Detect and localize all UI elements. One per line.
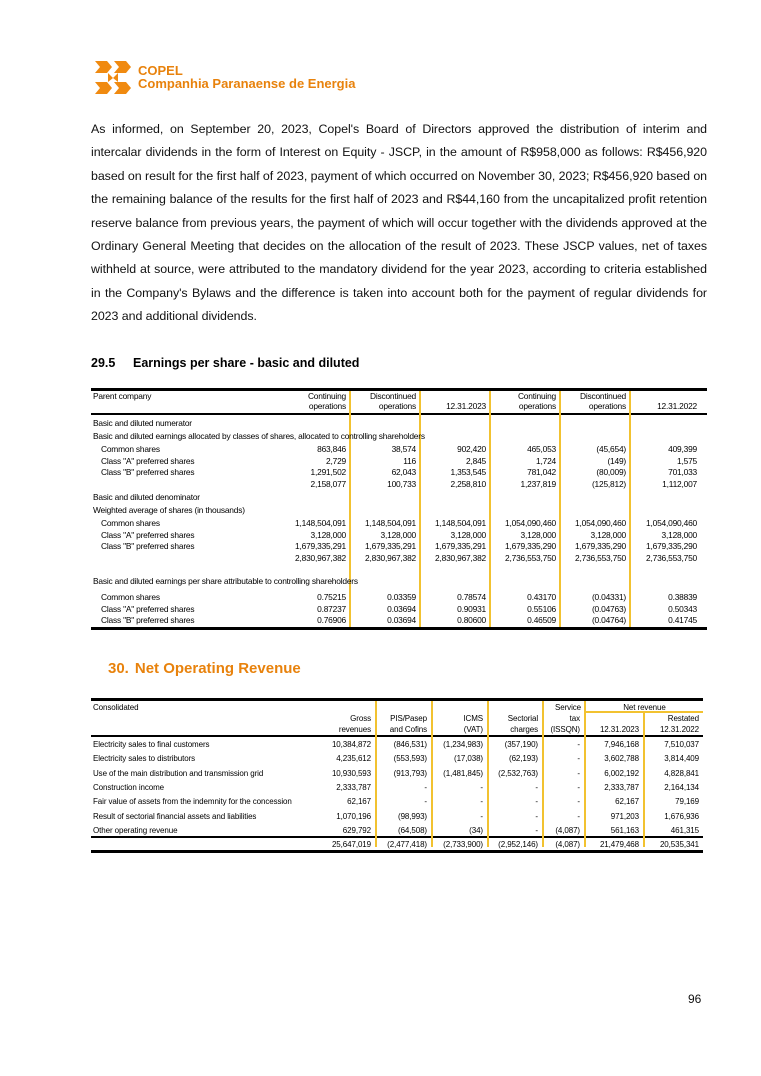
table-cell: 3,128,000 [590,529,626,540]
column-header-line2: 12.31.2023 [446,401,486,411]
table-cell: - [535,811,538,821]
total-cell: (2,477,418) [387,840,427,849]
table-cell: (0.04331) [591,592,626,602]
table-cell: (98,993) [398,811,427,821]
column-header-line2: and Cofins [389,725,427,734]
table-header-rule [91,735,703,737]
table-cell: 7,510,037 [664,740,699,749]
table-cell: - [577,782,580,792]
table-cell: - [424,782,427,792]
page-number: 96 [688,992,702,1006]
table-cell: 0.41745 [668,615,697,625]
group-title: Basic and diluted earnings per share attributable to controlling shareholders [93,576,358,586]
table-cell: (17,038) [454,754,483,764]
table-cell: (846,531) [393,740,427,749]
table-cell: (125,812) [591,479,626,490]
table-cell: 2,830,967,382 [435,553,486,564]
row-label: Common shares [101,444,160,454]
section-number: 30. [108,660,129,677]
row-label: Fair value of assets from the indemnity for the concession [93,797,292,807]
table-cell: 1,679,335,291 [365,541,416,552]
table-cell: 2,258,810 [450,479,486,490]
table-cell: 1,353,545 [450,467,486,478]
table-cell: (45,654) [596,444,626,454]
section-29-5-heading [91,356,359,370]
brand-block [138,64,355,90]
table-cell: 1,679,335,290 [505,541,556,552]
group-title: Basic and diluted numerator [93,418,192,428]
row-label: Common shares [101,592,160,602]
table-cell: 10,930,593 [331,768,371,778]
table-cell: (553,593) [393,754,427,764]
table-cell: 0.43170 [527,592,556,602]
table-cell: 38,574 [391,444,416,454]
table-cell: (62,193) [509,754,538,764]
table-cell: 62,167 [347,797,371,807]
table-cell: 3,128,000 [520,529,556,540]
table-cell: 0.03694 [387,603,416,614]
table-cell: 2,158,077 [310,479,346,490]
brand-full-name: Companhia Paranaense de Energia [138,76,356,91]
table-cell: - [480,797,483,807]
table-cell: 7,946,168 [604,740,639,749]
table-cell: 1,148,504,091 [365,518,416,528]
row-label: Use of the main distribution and transmission grid [93,768,264,778]
table-cell: 10,384,872 [331,740,371,749]
table-cell: (2,532,763) [498,768,538,778]
table-cell: 62,167 [615,797,639,807]
table-cell: 1,676,936 [664,811,699,821]
column-header-line1: PIS/Pasep [390,714,427,723]
table-cell: 781,042 [527,467,556,478]
table-cell: 116 [403,455,416,466]
column-header-line2: (VAT) [463,725,483,734]
column-header-line2: (ISSQN) [550,725,580,734]
table-header-rule [91,413,707,415]
table-cell: 0.03694 [387,615,416,625]
total-cell: (4,087) [555,840,580,849]
table-cell: 4,235,612 [336,754,371,764]
table-cell: (1,234,983) [443,740,483,749]
table-cell: 3,128,000 [450,529,486,540]
table-cell: 3,602,788 [604,754,639,764]
column-header-line1: Discontinued [369,391,416,401]
table-total-rule [91,836,703,838]
table-entity-label: Consolidated [93,703,139,712]
table-cell: 629,792 [342,825,371,835]
table-cell: 2,729 [326,455,346,466]
table-cell: 3,128,000 [661,529,697,540]
table-cell: (64,508) [398,825,427,835]
table-cell: 1,054,090,460 [575,518,626,528]
column-header-line2: charges [510,725,538,734]
table-cell: 1,148,504,091 [295,518,346,528]
table-cell: 79,169 [675,797,699,807]
table-cell: 0.80600 [457,615,486,625]
table-cell: 1,575 [677,455,697,466]
column-header-line2: operations [518,401,556,411]
row-label: Class "A" preferred shares [101,529,195,540]
table-cell: 2,736,553,750 [646,553,697,564]
column-header-line1: Continuing [307,391,346,401]
table-cell: - [577,740,580,749]
copel-logo-icon [93,59,133,99]
table-cell: 863,846 [317,444,346,454]
table-cell: 0.90931 [457,603,486,614]
table-cell: - [535,825,538,835]
column-header-line1: Restated [667,714,699,723]
table-cell: (149) [607,455,626,466]
column-header-line2: 12.31.2022 [659,725,699,734]
row-label: Class "A" preferred shares [101,455,195,466]
table-cell: - [480,811,483,821]
table-cell: 1,112,007 [662,479,697,490]
total-cell: 20,535,341 [659,840,699,849]
row-label: Class "B" preferred shares [101,467,195,478]
row-label: Class "B" preferred shares [101,541,195,552]
table-cell: 561,163 [610,825,639,835]
table-cell: 701,033 [668,467,697,478]
table-cell: 62,043 [391,467,416,478]
table-cell: 1,679,335,291 [295,541,346,552]
table-cell: - [480,782,483,792]
table-cell: - [577,811,580,821]
table-cell: (0.04764) [591,615,626,625]
table-cell: - [577,797,580,807]
table-cell: - [577,754,580,764]
table-cell: - [535,782,538,792]
table-cell: 2,164,134 [664,782,699,792]
table-cell: (357,190) [504,740,538,749]
group-title: Basic and diluted denominator [93,492,200,502]
row-label: Electricity sales to distributors [93,754,196,764]
table-cell: 4,828,841 [664,768,699,778]
table-cell: 100,733 [387,479,416,490]
table-cell: (4,087) [555,825,580,835]
table-cell: 0.55106 [527,603,556,614]
table-cell: 1,679,335,290 [575,541,626,552]
column-header-line1: ICMS [463,714,483,723]
table-cell: 1,724 [536,455,556,466]
table-bottom-rule [91,850,703,853]
column-header-line2: operations [588,401,626,411]
total-cell: 25,647,019 [331,840,371,849]
column-header-line1: tax [569,714,580,723]
table-bottom-rule [91,627,707,630]
group-subtitle: Basic and diluted earnings allocated by classes of shares, allocated to controlling shareholders [93,431,425,441]
table-cell: 0.76906 [317,615,346,625]
intro-paragraph: As informed, on September 20, 2023, Copel's Board of Directors approved the distribution of interim and intercalar dividends in the form of Interest on Equity - JSCP, in the amount of R$958,000 as follows: R$456,920 based on result for the first half of 2023, payment of which occurred on November 30, 2023; R$456,920 based on the remaining balance of the results for the first half of 2023 and R$44,160 from the uncapitalized profit retention reserve balance from previous years, the payment of which will occur together with the dividends approved at the Ordinary General Meeting that decides on the allocation of the result of 2023. These JSCP values, net of taxes withheld at source, were attributed to the mandatory dividend for the year 2023, according to criteria established in the Company's Bylaws and the difference is taken into account both for the payment of regular dividends for 2023 and additional dividends. [91,122,707,324]
table-cell: 465,053 [527,444,556,454]
table-cell: 6,002,192 [604,768,639,778]
group-header-service: Service [555,703,581,712]
table-cell: 0.78574 [457,592,486,602]
column-header-line2: operations [378,401,416,411]
table-cell: 409,399 [668,444,697,454]
table-cell: 3,128,000 [380,529,416,540]
table-cell: - [535,797,538,807]
table-cell: 0.38839 [668,592,697,602]
row-label: Other operating revenue [93,825,178,835]
table-cell: 0.46509 [527,615,556,625]
section-title: Net Operating Revenue [134,660,301,677]
table-cell: 1,054,090,460 [646,518,697,528]
table-cell: 461,315 [670,825,699,835]
table-cell: (0.04763) [591,603,626,614]
table-cell: - [577,768,580,778]
table-cell: 3,128,000 [310,529,346,540]
row-label: Class "B" preferred shares [101,615,195,625]
table-cell: 0.50343 [668,603,697,614]
row-label: Construction income [93,782,165,792]
total-cell: 21,479,468 [599,840,639,849]
table-cell: 2,736,553,750 [505,553,556,564]
column-header-line1: Gross [350,714,371,723]
table-cell: 1,679,335,290 [646,541,697,552]
column-header-line1: Discontinued [579,391,626,401]
column-header-line2: revenues [338,725,371,734]
table-cell: 0.75215 [317,592,346,602]
table-cell: (34) [469,825,483,835]
table-cell: 2,830,967,382 [295,553,346,564]
table-cell: 2,845 [466,455,486,466]
table-cell: 1,679,335,291 [435,541,486,552]
table-cell: 1,291,502 [310,467,346,478]
table-cell: (913,793) [393,768,427,778]
table-cell: 0.87237 [317,603,346,614]
column-header-line2: 12.31.2023 [599,725,639,734]
table-cell: (80,009) [596,467,626,478]
row-label: Electricity sales to final customers [93,740,210,749]
column-header-line2: 12.31.2022 [657,401,697,411]
table-entity-label: Parent company [93,391,152,401]
column-header-line2: operations [308,401,346,411]
column-header-line1: Sectorial [507,714,538,723]
table-top-rule [91,698,703,701]
total-cell: (2,733,900) [443,840,483,849]
table-cell: (1,481,845) [443,768,483,778]
row-label: Common shares [101,518,160,528]
section-number: 29.5 [91,356,116,370]
section-title: Earnings per share - basic and diluted [133,356,360,370]
group-header-net-revenue: Net revenue [623,703,666,712]
section-30-heading [108,660,301,677]
table-cell: 1,070,196 [336,811,371,821]
brand-name: COPEL [138,63,183,78]
group-subtitle: Weighted average of shares (in thousands) [93,505,245,515]
table-cell: 2,830,967,382 [365,553,416,564]
table-cell: 1,054,090,460 [505,518,556,528]
table-cell: 2,736,553,750 [575,553,626,564]
column-header-line1: Continuing [517,391,556,401]
table-cell: 3,814,409 [664,754,699,764]
table-cell: 2,333,787 [604,782,639,792]
row-label: Result of sectorial financial assets and liabilities [93,811,257,821]
table-cell: 971,203 [610,811,639,821]
row-label: Class "A" preferred shares [101,603,195,614]
table-cell: 902,420 [457,444,486,454]
table-cell: 1,148,504,091 [435,518,486,528]
table-cell: 0.03359 [387,592,416,602]
table-cell: 2,333,787 [336,782,371,792]
total-cell: (2,952,146) [498,840,538,849]
table-cell: - [424,797,427,807]
table-cell: 1,237,819 [520,479,556,490]
